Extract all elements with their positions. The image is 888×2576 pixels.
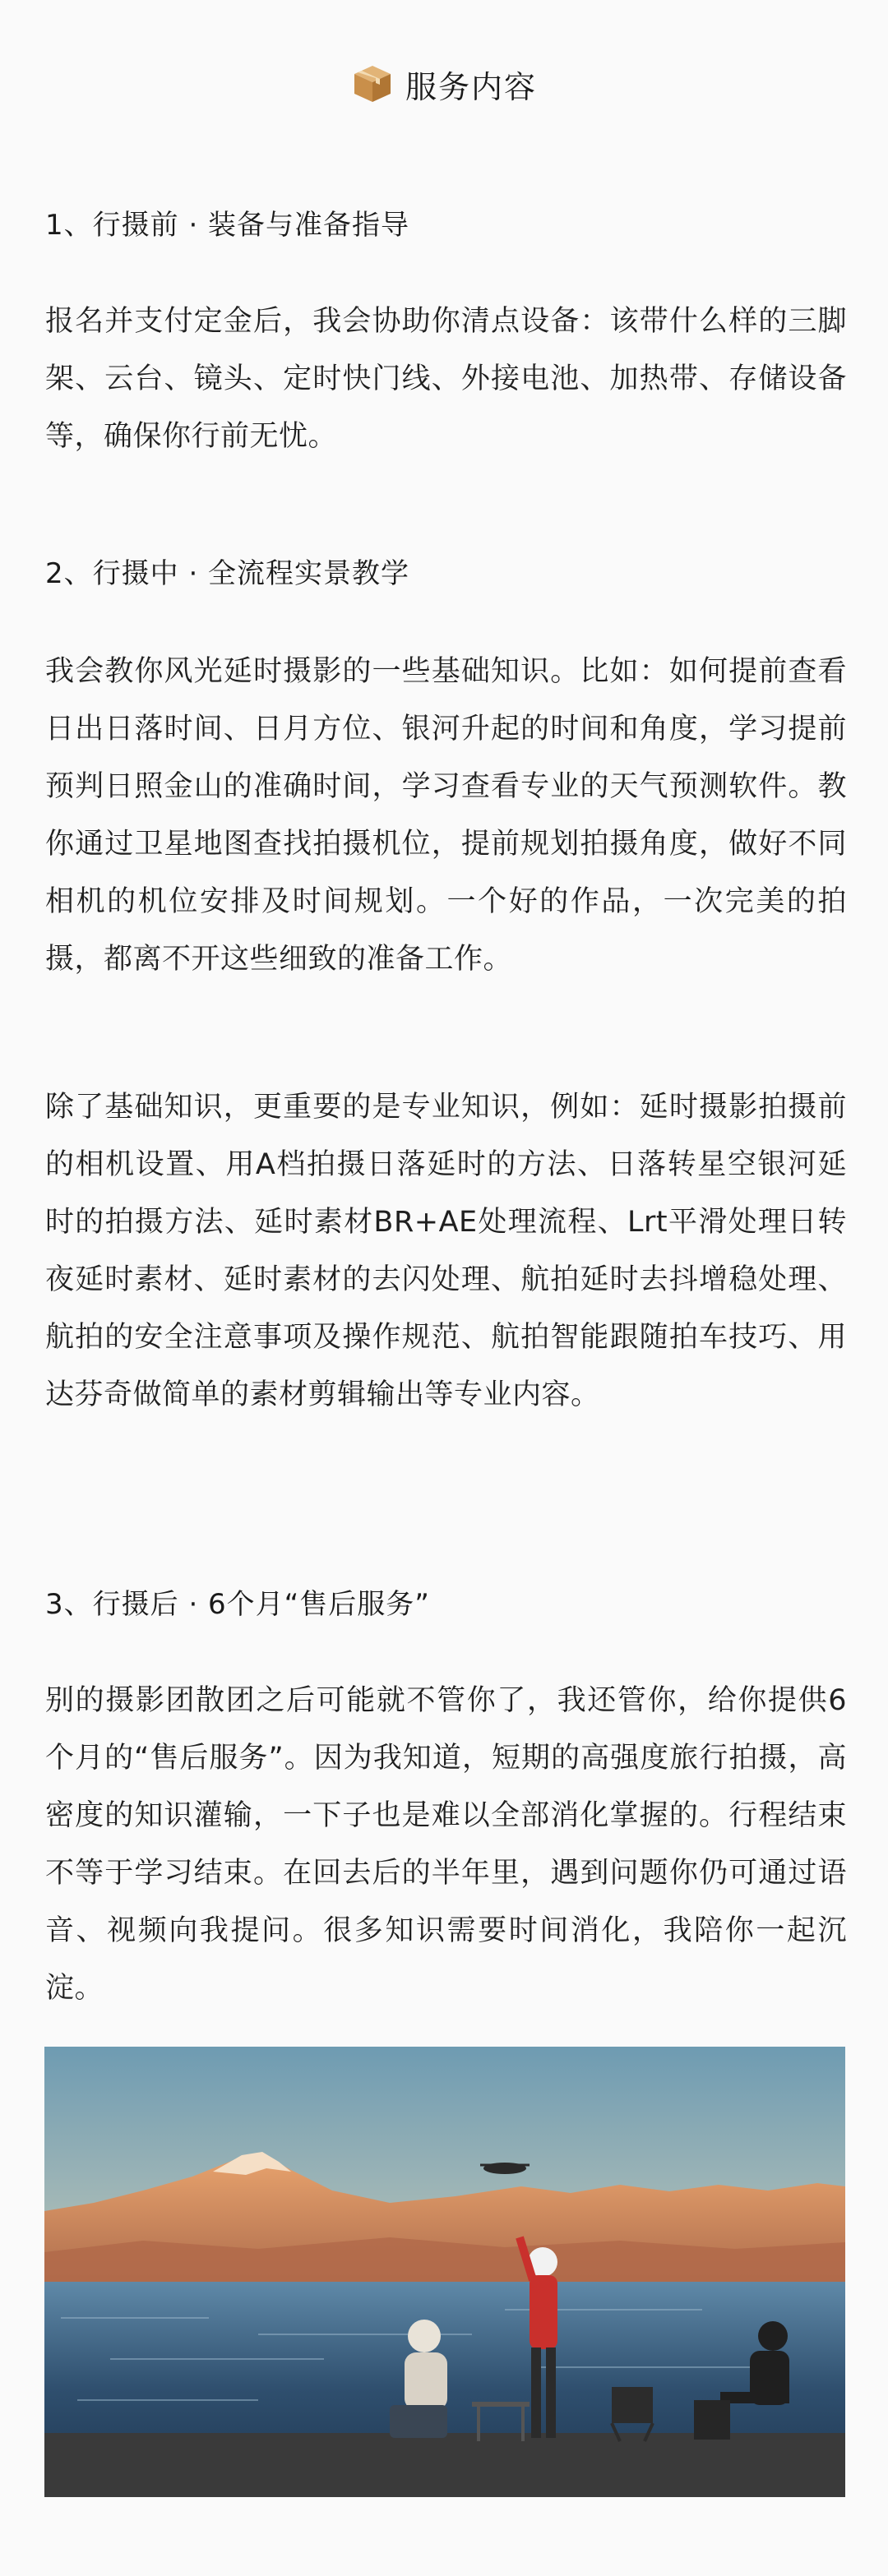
page-title: 服务内容 <box>405 68 537 105</box>
lake-photo <box>44 2047 845 2497</box>
shore <box>44 2433 845 2497</box>
title-row <box>0 54 888 113</box>
section-3-paragraph: 别的摄影团散团之后可能就不管你了，我还管你，给你提供6个月的“售后服务”。因为我知道，短期的高强度旅行拍摄，高密度的知识灌输，一下子也是难以全部消化掌握的。行程结束不等于学习结束。在回去后的半年里，遇到问题你仍可通过语音、视频向我提问。很多知识需要时间消化，我陪你一起沉淀。 <box>45 1684 847 2005</box>
section-1-paragraph: 报名并支付定金后，我会协助你清点设备：该带什么样的三脚架、云台、镜头、定时快门线、外接电池、加热带、存储设备等，确保你行前无忧。 <box>45 305 847 453</box>
section-2-paragraph-1: 我会教你风光延时摄影的一些基础知识。比如：如何提前查看日出日落时间、日月方位、银河升起的时间和角度，学习提前预判日照金山的准确时间，学习查看专业的天气预测软件。教你通过卫星地图查找拍摄机位，提前规划拍摄角度，做好不同相机的机位安排及时间规划。一个好的作品，一次完美的拍摄，都离不开这些细致的准备工作。 <box>45 655 847 976</box>
lake-photo-illustration <box>44 2047 845 2497</box>
section-2-heading: 2、行摄中 · 全流程实景教学 <box>45 557 410 590</box>
section-1-heading: 1、行摄前 · 装备与准备指导 <box>45 209 410 242</box>
section-2-paragraph-2: 除了基础知识，更重要的是专业知识，例如：延时摄影拍摄前的相机设置、用A档拍摄日落延时的方法、日落转星空银河延时的拍摄方法、延时素材BR+AE处理流程、Lrt平滑处理日转夜延时素材、延时素材的去闪处理、航拍延时去抖增稳处理、航拍的安全注意事项及操作规范、航拍智能跟随拍车技巧、用达芬奇做简单的素材剪辑输出等专业内容。 <box>45 1091 847 1411</box>
package-box-icon <box>351 62 394 105</box>
section-3-heading: 3、行摄后 · 6个月“售后服务” <box>45 1588 430 1621</box>
